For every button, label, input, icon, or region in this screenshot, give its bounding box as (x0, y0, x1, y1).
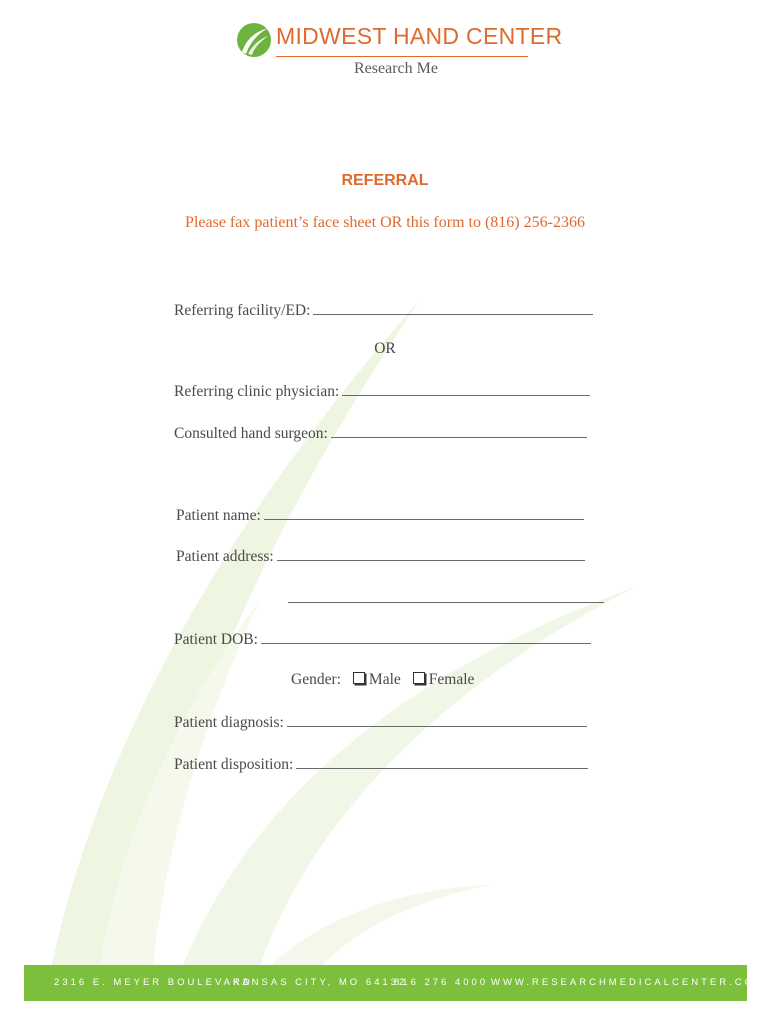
male-label: Male (368, 671, 401, 688)
patient-dob-label: Patient DOB: (174, 631, 258, 648)
patient-address-line-2[interactable] (288, 602, 604, 603)
female-label: Female (428, 671, 475, 688)
logo (236, 22, 563, 82)
footer-city: KANSAS CITY, MO 64132 (233, 977, 408, 988)
patient-address-row (176, 546, 585, 566)
referring-facility-input[interactable] (313, 300, 593, 315)
referring-physician-row (174, 381, 590, 401)
patient-disposition-row (174, 754, 588, 774)
patient-name-input[interactable] (264, 505, 584, 520)
referring-facility-row (174, 300, 593, 320)
logo-divider (276, 56, 528, 57)
patient-diagnosis-row (174, 712, 587, 732)
consulted-surgeon-label: Consulted hand surgeon: (174, 425, 328, 442)
patient-disposition-input[interactable] (296, 754, 588, 769)
footer-bar (24, 965, 766, 1001)
fax-instruction: Please fax patient’s face sheet OR this form to (816) 256-2366 (185, 214, 585, 231)
patient-dob-input[interactable] (261, 629, 591, 644)
patient-diagnosis-label: Patient diagnosis: (174, 714, 284, 731)
patient-address-input[interactable] (277, 546, 585, 561)
footer-phone: 816 276 4000 (394, 977, 489, 988)
patient-address-label: Patient address: (176, 548, 274, 565)
patient-disposition-label: Patient disposition: (174, 756, 294, 773)
patient-name-row (176, 505, 584, 525)
gender-label: Gender: (291, 671, 341, 688)
referring-physician-input[interactable] (342, 381, 590, 396)
patient-diagnosis-input[interactable] (287, 712, 587, 727)
consulted-surgeon-row (174, 423, 587, 443)
male-checkbox[interactable] (353, 672, 365, 684)
footer-website[interactable]: WWW.RESEARCHMEDICALCENTER.COM (491, 977, 766, 988)
logo-subtitle: Research Me (354, 60, 438, 77)
patient-dob-row (174, 629, 591, 649)
footer-address: 2316 E. MEYER BOULEVARD (54, 977, 253, 988)
referring-physician-label: Referring clinic physician: (174, 383, 340, 400)
form-title: REFERRAL (341, 172, 429, 189)
consulted-surgeon-input[interactable] (331, 423, 587, 438)
female-checkbox[interactable] (413, 672, 425, 684)
or-separator: OR (374, 340, 396, 357)
logo-name: MIDWEST HAND CENTER (276, 23, 563, 49)
referring-facility-label: Referring facility/ED: (174, 302, 311, 319)
leaf-logo-icon (236, 22, 272, 58)
patient-name-label: Patient name: (176, 507, 261, 524)
gender-row (291, 671, 474, 689)
